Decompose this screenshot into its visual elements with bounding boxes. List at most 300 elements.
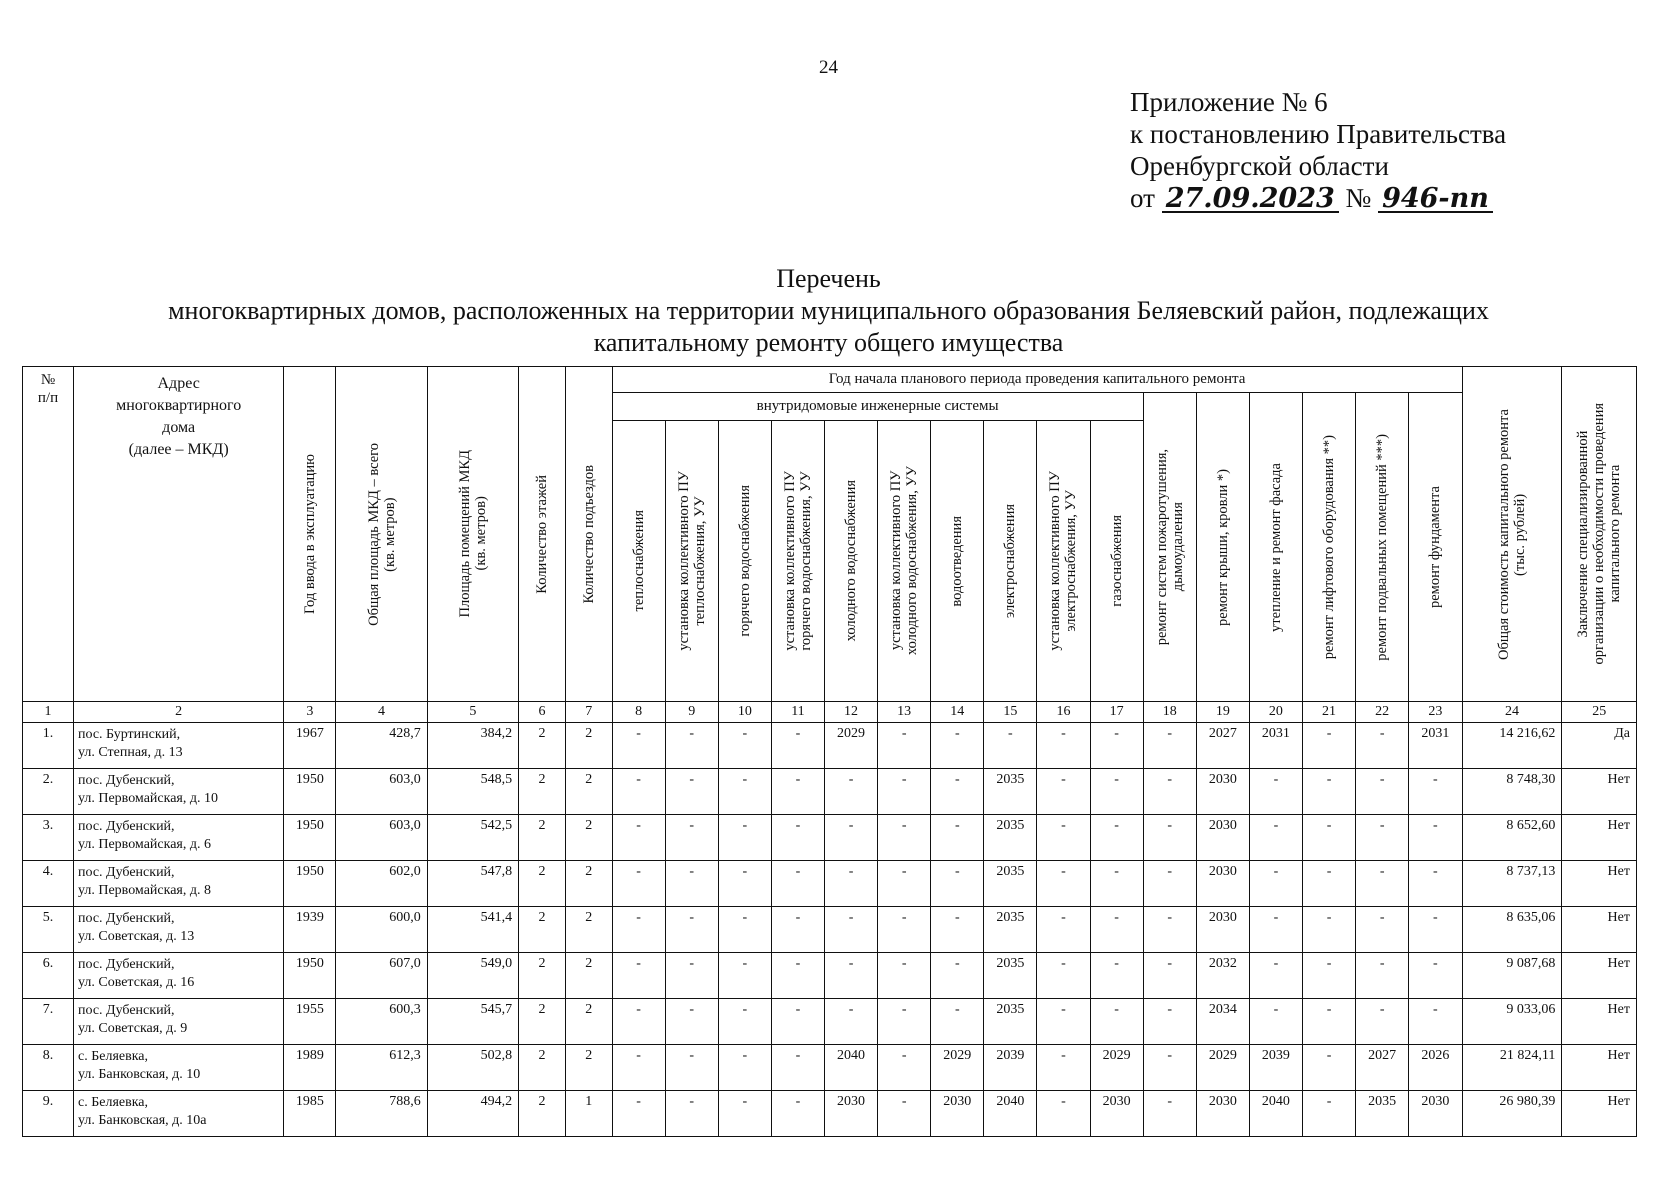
cell-prem: 545,7 [427,999,518,1045]
cell-c23: - [1409,861,1462,907]
cell-c23: 2026 [1409,1045,1462,1091]
cell-ent: 2 [565,815,612,861]
cell-prem: 542,5 [427,815,518,861]
cell-c20: - [1249,769,1302,815]
column-number: 4 [336,702,427,723]
cell-c13: - [878,907,931,953]
table-row [23,1045,1637,1091]
cell-area: 600,0 [336,907,427,953]
column-number: 17 [1090,702,1143,723]
cell-c17: - [1090,907,1143,953]
cell-cost: 9 087,68 [1462,953,1562,999]
cell-c22: - [1356,953,1409,999]
table-row [23,999,1637,1045]
cell-c8: - [612,723,665,769]
cell-year: 1955 [284,999,336,1045]
table-body [23,702,1637,1137]
cell-c10: - [718,861,771,907]
table-row [23,723,1637,769]
cell-c10: - [718,723,771,769]
header-c25: Заключение специализированной организации о необходимости проведения капитального ремонта [1562,367,1637,702]
cell-no: 7. [23,999,74,1045]
cell-concl: Да [1562,723,1637,769]
cell-floors: 2 [519,861,566,907]
cell-c17: 2029 [1090,1045,1143,1091]
cell-year: 1967 [284,723,336,769]
column-number: 23 [1409,702,1462,723]
column-number: 14 [931,702,984,723]
cell-c20: 2031 [1249,723,1302,769]
cell-c21: - [1302,1045,1355,1091]
document-subtitle-line-1: многоквартирных домов, расположенных на территории муниципального образования Беляевский район, подлежащих [168,296,1489,325]
cell-floors: 2 [519,1091,566,1137]
cell-c16: - [1037,1045,1090,1091]
cell-c12: - [825,815,878,861]
cell-c23: - [1409,769,1462,815]
header-c21: ремонт лифтового оборудования **) [1302,393,1355,702]
cell-ent: 2 [565,907,612,953]
column-number: 24 [1462,702,1562,723]
header-address: Адрес многоквартирного дома (далее – МКД) [73,367,283,702]
cell-area: 612,3 [336,1045,427,1091]
column-number: 3 [284,702,336,723]
cell-c14: 2029 [931,1045,984,1091]
header-group-main: Год начала планового периода проведения капитального ремонта [612,367,1462,393]
cell-c8: - [612,769,665,815]
cell-c17: - [1090,723,1143,769]
cell-ent: 1 [565,1091,612,1137]
header-c12: холодного водоснабжения [825,421,878,702]
cell-c16: - [1037,907,1090,953]
cell-addr: пос. Дубенский, ул. Первомайская, д. 10 [73,769,283,815]
cell-c15: 2035 [984,999,1037,1045]
cell-concl: Нет [1562,907,1637,953]
cell-c23: - [1409,815,1462,861]
cell-cost: 8 635,06 [1462,907,1562,953]
cell-ent: 2 [565,999,612,1045]
cell-c18: - [1143,769,1196,815]
cell-c16: - [1037,815,1090,861]
cell-c16: - [1037,953,1090,999]
cell-c13: - [878,769,931,815]
cell-c19: 2027 [1196,723,1249,769]
cell-ent: 2 [565,861,612,907]
column-number: 16 [1037,702,1090,723]
cell-c18: - [1143,723,1196,769]
column-number: 8 [612,702,665,723]
cell-c12: 2040 [825,1045,878,1091]
cell-c13: - [878,999,931,1045]
cell-c14: - [931,953,984,999]
cell-c15: 2040 [984,1091,1037,1137]
cell-prem: 494,2 [427,1091,518,1137]
header-total-area: Общая площадь МКД – всего (кв. метров) [336,367,427,702]
header-c24: Общая стоимость капитального ремонта (тыс. рублей) [1462,367,1562,702]
cell-c23: - [1409,907,1462,953]
cell-ent: 2 [565,1045,612,1091]
cell-c23: - [1409,999,1462,1045]
cell-c12: - [825,861,878,907]
header-entrances: Количество подъездов [565,367,612,702]
cell-c17: - [1090,999,1143,1045]
cell-c21: - [1302,907,1355,953]
cell-c22: 2035 [1356,1091,1409,1137]
cell-c11: - [771,1045,824,1091]
cell-no: 2. [23,769,74,815]
cell-no: 9. [23,1091,74,1137]
cell-floors: 2 [519,999,566,1045]
cell-c10: - [718,1045,771,1091]
cell-c11: - [771,815,824,861]
table-row [23,907,1637,953]
cell-c18: - [1143,999,1196,1045]
column-number: 11 [771,702,824,723]
cell-year: 1950 [284,769,336,815]
cell-no: 5. [23,907,74,953]
cell-concl: Нет [1562,815,1637,861]
column-number: 9 [665,702,718,723]
cell-concl: Нет [1562,769,1637,815]
handwritten-number: 946-пп [1378,187,1493,213]
cell-c17: - [1090,815,1143,861]
column-number: 18 [1143,702,1196,723]
cell-c19: 2030 [1196,815,1249,861]
cell-area: 602,0 [336,861,427,907]
page-number: 24 [819,57,838,78]
column-number: 22 [1356,702,1409,723]
appendix-line-1: Приложение № 6 [1130,87,1328,117]
appendix-date-line [1130,182,1506,214]
table-row [23,953,1637,999]
column-number: 15 [984,702,1037,723]
cell-c18: - [1143,1045,1196,1091]
cell-c19: 2029 [1196,1045,1249,1091]
cell-ent: 2 [565,723,612,769]
cell-c13: - [878,815,931,861]
appendix-line-3: Оренбургской области [1130,151,1389,181]
cell-c13: - [878,861,931,907]
column-number: 20 [1249,702,1302,723]
cell-c14: - [931,999,984,1045]
cell-concl: Нет [1562,1045,1637,1091]
cell-c14: - [931,861,984,907]
cell-c17: - [1090,769,1143,815]
column-number: 1 [23,702,74,723]
number-sign: № [1345,183,1372,213]
cell-c14: 2030 [931,1091,984,1137]
cell-c15: 2035 [984,769,1037,815]
handwritten-date: 27.09.2023 [1162,187,1339,213]
header-c11: установка коллективного ПУ горячего водоснабжения, УУ [771,421,824,702]
cell-c20: - [1249,953,1302,999]
cell-c8: - [612,861,665,907]
cell-c15: 2035 [984,907,1037,953]
cell-c14: - [931,723,984,769]
cell-c21: - [1302,1091,1355,1137]
cell-concl: Нет [1562,999,1637,1045]
cell-c16: - [1037,769,1090,815]
cell-c21: - [1302,723,1355,769]
cell-concl: Нет [1562,861,1637,907]
cell-c20: 2040 [1249,1091,1302,1137]
cell-c20: - [1249,815,1302,861]
cell-year: 1950 [284,815,336,861]
cell-c13: - [878,1091,931,1137]
cell-addr: пос. Дубенский, ул. Первомайская, д. 6 [73,815,283,861]
header-c8: теплоснабжения [612,421,665,702]
cell-c17: - [1090,861,1143,907]
cell-year: 1950 [284,861,336,907]
header-c15: электроснабжения [984,421,1037,702]
header-c10: горячего водоснабжения [718,421,771,702]
cell-c9: - [665,723,718,769]
cell-no: 4. [23,861,74,907]
cell-c13: - [878,1045,931,1091]
cell-c12: - [825,999,878,1045]
cell-addr: с. Беляевка, ул. Банковская, д. 10 [73,1045,283,1091]
column-number: 21 [1302,702,1355,723]
cell-cost: 8 652,60 [1462,815,1562,861]
cell-floors: 2 [519,1045,566,1091]
column-number-row [23,702,1637,723]
table-row [23,769,1637,815]
cell-area: 607,0 [336,953,427,999]
header-c19: ремонт крыши, кровли *) [1196,393,1249,702]
cell-year: 1950 [284,953,336,999]
cell-floors: 2 [519,723,566,769]
cell-c11: - [771,723,824,769]
cell-concl: Нет [1562,953,1637,999]
cell-c9: - [665,999,718,1045]
cell-c8: - [612,1091,665,1137]
header-no: № п/п [23,367,74,702]
cell-prem: 547,8 [427,861,518,907]
cell-c16: - [1037,999,1090,1045]
cell-c16: - [1037,861,1090,907]
cell-c11: - [771,769,824,815]
cell-c20: 2039 [1249,1045,1302,1091]
header-c14: водоотведения [931,421,984,702]
cell-c12: - [825,907,878,953]
cell-c10: - [718,769,771,815]
cell-prem: 549,0 [427,953,518,999]
cell-c9: - [665,815,718,861]
cell-area: 603,0 [336,769,427,815]
cell-c10: - [718,953,771,999]
cell-c17: 2030 [1090,1091,1143,1137]
cell-c9: - [665,1091,718,1137]
cell-c22: - [1356,907,1409,953]
column-number: 19 [1196,702,1249,723]
cell-c15: - [984,723,1037,769]
cell-cost: 9 033,06 [1462,999,1562,1045]
cell-c21: - [1302,815,1355,861]
cell-ent: 2 [565,769,612,815]
table-row [23,1091,1637,1137]
cell-no: 6. [23,953,74,999]
cell-c10: - [718,999,771,1045]
cell-c15: 2035 [984,861,1037,907]
cell-prem: 548,5 [427,769,518,815]
cell-c12: - [825,953,878,999]
cell-c11: - [771,907,824,953]
cell-c14: - [931,907,984,953]
cell-no: 3. [23,815,74,861]
cell-addr: с. Беляевка, ул. Банковская, д. 10а [73,1091,283,1137]
appendix-block [1130,86,1506,214]
cell-prem: 502,8 [427,1045,518,1091]
column-number: 25 [1562,702,1637,723]
header-floors: Количество этажей [519,367,566,702]
date-prefix: от [1130,183,1155,213]
cell-no: 1. [23,723,74,769]
cell-year: 1985 [284,1091,336,1137]
cell-cost: 14 216,62 [1462,723,1562,769]
header-premises-area: Площадь помещений МКД (кв. метров) [427,367,518,702]
header-c20: утепление и ремонт фасада [1249,393,1302,702]
cell-c11: - [771,861,824,907]
cell-cost: 8 748,30 [1462,769,1562,815]
cell-c9: - [665,769,718,815]
cell-c9: - [665,861,718,907]
cell-c23: 2031 [1409,723,1462,769]
cell-no: 8. [23,1045,74,1091]
cell-c22: 2027 [1356,1045,1409,1091]
cell-area: 603,0 [336,815,427,861]
cell-c10: - [718,815,771,861]
cell-c20: - [1249,999,1302,1045]
cell-c18: - [1143,815,1196,861]
cell-cost: 8 737,13 [1462,861,1562,907]
cell-c22: - [1356,815,1409,861]
column-number: 6 [519,702,566,723]
cell-c9: - [665,1045,718,1091]
header-c16: установка коллективного ПУ электроснабжения, УУ [1037,421,1090,702]
cell-cost: 21 824,11 [1462,1045,1562,1091]
cell-prem: 541,4 [427,907,518,953]
cell-c18: - [1143,953,1196,999]
cell-c16: - [1037,1091,1090,1137]
cell-c19: 2034 [1196,999,1249,1045]
table-row [23,861,1637,907]
cell-ent: 2 [565,953,612,999]
cell-c23: - [1409,953,1462,999]
column-number: 7 [565,702,612,723]
cell-c19: 2032 [1196,953,1249,999]
cell-addr: пос. Дубенский, ул. Первомайская, д. 8 [73,861,283,907]
cell-c8: - [612,953,665,999]
cell-c15: 2035 [984,953,1037,999]
cell-c8: - [612,999,665,1045]
cell-c15: 2039 [984,1045,1037,1091]
cell-addr: пос. Дубенский, ул. Советская, д. 16 [73,953,283,999]
document-subtitle-line-2: капитальному ремонту общего имущества [593,328,1064,357]
cell-c19: 2030 [1196,1091,1249,1137]
header-c22: ремонт подвальных помещений ***) [1356,393,1409,702]
column-number: 2 [73,702,283,723]
header-c13: установка коллективного ПУ холодного водоснабжения, УУ [878,421,931,702]
table-row [23,815,1637,861]
cell-c16: - [1037,723,1090,769]
cell-c23: 2030 [1409,1091,1462,1137]
column-number: 12 [825,702,878,723]
cell-c19: 2030 [1196,769,1249,815]
cell-c14: - [931,769,984,815]
cell-c18: - [1143,1091,1196,1137]
header-c9: установка коллективного ПУ теплоснабжения, УУ [665,421,718,702]
cell-c10: - [718,1091,771,1137]
cell-c12: - [825,769,878,815]
cell-c21: - [1302,999,1355,1045]
cell-c19: 2030 [1196,907,1249,953]
cell-addr: пос. Дубенский, ул. Советская, д. 13 [73,907,283,953]
header-c23: ремонт фундамента [1409,393,1462,702]
cell-c10: - [718,907,771,953]
cell-area: 428,7 [336,723,427,769]
column-number: 5 [427,702,518,723]
cell-concl: Нет [1562,1091,1637,1137]
cell-c22: - [1356,861,1409,907]
cell-c18: - [1143,907,1196,953]
cell-c11: - [771,953,824,999]
cell-floors: 2 [519,953,566,999]
cell-c15: 2035 [984,815,1037,861]
cell-c17: - [1090,953,1143,999]
cell-c11: - [771,1091,824,1137]
cell-c12: 2029 [825,723,878,769]
column-number: 10 [718,702,771,723]
cell-c20: - [1249,907,1302,953]
header-year: Год ввода в эксплуатацию [284,367,336,702]
header-group-sub: внутридомовые инженерные системы [612,393,1143,421]
document-title: Перечень [776,264,881,293]
cell-c22: - [1356,723,1409,769]
cell-c12: 2030 [825,1091,878,1137]
cell-c14: - [931,815,984,861]
cell-c9: - [665,907,718,953]
cell-c20: - [1249,861,1302,907]
header-c18: ремонт систем пожаротушения, дымоудаления [1143,393,1196,702]
cell-c8: - [612,1045,665,1091]
cell-floors: 2 [519,815,566,861]
cell-c13: - [878,723,931,769]
cell-addr: пос. Дубенский, ул. Советская, д. 9 [73,999,283,1045]
cell-c22: - [1356,769,1409,815]
header-c17: газоснабжения [1090,421,1143,702]
cell-c22: - [1356,999,1409,1045]
cell-c21: - [1302,953,1355,999]
cell-c8: - [612,815,665,861]
cell-year: 1939 [284,907,336,953]
cell-c21: - [1302,769,1355,815]
cell-prem: 384,2 [427,723,518,769]
cell-c9: - [665,953,718,999]
cell-area: 600,3 [336,999,427,1045]
cell-c21: - [1302,861,1355,907]
appendix-line-2: к постановлению Правительства [1130,119,1507,149]
cell-cost: 26 980,39 [1462,1091,1562,1137]
column-number: 13 [878,702,931,723]
housing-repair-table [22,366,1637,1137]
cell-year: 1989 [284,1045,336,1091]
cell-c13: - [878,953,931,999]
cell-c8: - [612,907,665,953]
cell-floors: 2 [519,907,566,953]
cell-floors: 2 [519,769,566,815]
cell-c19: 2030 [1196,861,1249,907]
cell-c18: - [1143,861,1196,907]
cell-addr: пос. Буртинский, ул. Степная, д. 13 [73,723,283,769]
